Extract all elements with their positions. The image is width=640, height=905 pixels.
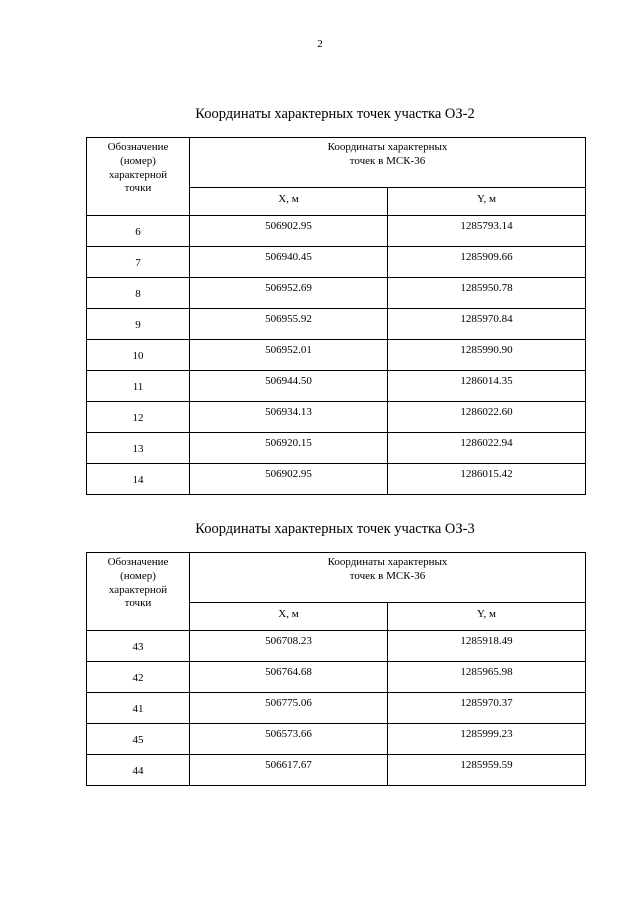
x-coordinate-cell: 506934.13	[190, 402, 388, 433]
table-row	[87, 278, 586, 309]
y-coordinate-cell: 1285909.66	[388, 247, 586, 278]
x-coordinate-cell: 506764.68	[190, 662, 388, 693]
point-number-cell: 6	[87, 216, 190, 247]
header-line: характерной	[108, 583, 168, 596]
header-line: точек в МСК-36	[349, 154, 426, 167]
header-x: X, м	[190, 603, 388, 631]
y-coordinate-cell: 1285793.14	[388, 216, 586, 247]
page-number: 2	[317, 38, 323, 50]
table-row	[87, 340, 586, 371]
table-header-row	[87, 138, 586, 188]
header-y: Y, м	[388, 603, 586, 631]
point-number-cell: 8	[87, 278, 190, 309]
y-coordinate-cell: 1285970.84	[388, 309, 586, 340]
header-line: точки	[124, 597, 152, 610]
point-number-cell: 7	[87, 247, 190, 278]
x-coordinate-cell: 506940.45	[190, 247, 388, 278]
header-line: точки	[124, 182, 152, 195]
header-point-designation	[87, 138, 190, 216]
table-row	[87, 631, 586, 662]
coordinates-table-oz2	[86, 137, 586, 495]
x-coordinate-cell: 506952.69	[190, 278, 388, 309]
point-number-cell: 13	[87, 433, 190, 464]
table-row	[87, 724, 586, 755]
y-coordinate-cell: 1285918.49	[388, 631, 586, 662]
y-coordinate-cell: 1286015.42	[388, 464, 586, 495]
header-line: точек в МСК-36	[349, 569, 426, 582]
y-coordinate-cell: 1285970.37	[388, 693, 586, 724]
point-number-cell: 12	[87, 402, 190, 433]
y-coordinate-cell: 1286022.60	[388, 402, 586, 433]
table-row	[87, 693, 586, 724]
section-title-oz3: Координаты характерных точек участка ОЗ-3	[195, 521, 475, 537]
header-point-designation	[87, 553, 190, 631]
x-coordinate-cell: 506952.01	[190, 340, 388, 371]
point-number-cell: 42	[87, 662, 190, 693]
y-coordinate-cell: 1286014.35	[388, 371, 586, 402]
x-coordinate-cell: 506902.95	[190, 216, 388, 247]
y-coordinate-cell: 1285959.59	[388, 755, 586, 786]
x-coordinate-cell: 506902.95	[190, 464, 388, 495]
x-coordinate-cell: 506617.67	[190, 755, 388, 786]
header-coordinates	[190, 138, 586, 188]
x-coordinate-cell: 506708.23	[190, 631, 388, 662]
point-number-cell: 14	[87, 464, 190, 495]
header-y: Y, м	[388, 188, 586, 216]
header-line: Обозначение	[107, 141, 169, 153]
table-row	[87, 371, 586, 402]
table-header-row	[87, 553, 586, 603]
x-coordinate-cell: 506955.92	[190, 309, 388, 340]
y-coordinate-cell: 1286022.94	[388, 433, 586, 464]
point-number-cell: 11	[87, 371, 190, 402]
point-number-cell: 45	[87, 724, 190, 755]
point-number-cell: 9	[87, 309, 190, 340]
header-line: Координаты характерных	[327, 556, 448, 568]
x-coordinate-cell: 506944.50	[190, 371, 388, 402]
table-body	[87, 138, 586, 495]
table-row	[87, 662, 586, 693]
header-x: X, м	[190, 188, 388, 216]
coordinates-table-oz3	[86, 552, 586, 786]
header-line: Обозначение	[107, 556, 169, 568]
point-number-cell: 43	[87, 631, 190, 662]
point-number-cell: 10	[87, 340, 190, 371]
x-coordinate-cell: 506573.66	[190, 724, 388, 755]
point-number-cell: 44	[87, 755, 190, 786]
y-coordinate-cell: 1285950.78	[388, 278, 586, 309]
table-row	[87, 755, 586, 786]
y-coordinate-cell: 1285990.90	[388, 340, 586, 371]
table-body	[87, 553, 586, 786]
table-row	[87, 216, 586, 247]
y-coordinate-cell: 1285965.98	[388, 662, 586, 693]
section-title-oz2: Координаты характерных точек участка ОЗ-2	[195, 106, 475, 122]
header-line: Координаты характерных	[327, 141, 448, 153]
header-line: (номер)	[120, 154, 156, 167]
header-coordinates	[190, 553, 586, 603]
x-coordinate-cell: 506920.15	[190, 433, 388, 464]
x-coordinate-cell: 506775.06	[190, 693, 388, 724]
point-number-cell: 41	[87, 693, 190, 724]
header-line: характерной	[108, 168, 168, 181]
y-coordinate-cell: 1285999.23	[388, 724, 586, 755]
header-line: (номер)	[120, 569, 156, 582]
table-row	[87, 433, 586, 464]
table-row	[87, 247, 586, 278]
table-row	[87, 402, 586, 433]
table-row	[87, 464, 586, 495]
table-row	[87, 309, 586, 340]
